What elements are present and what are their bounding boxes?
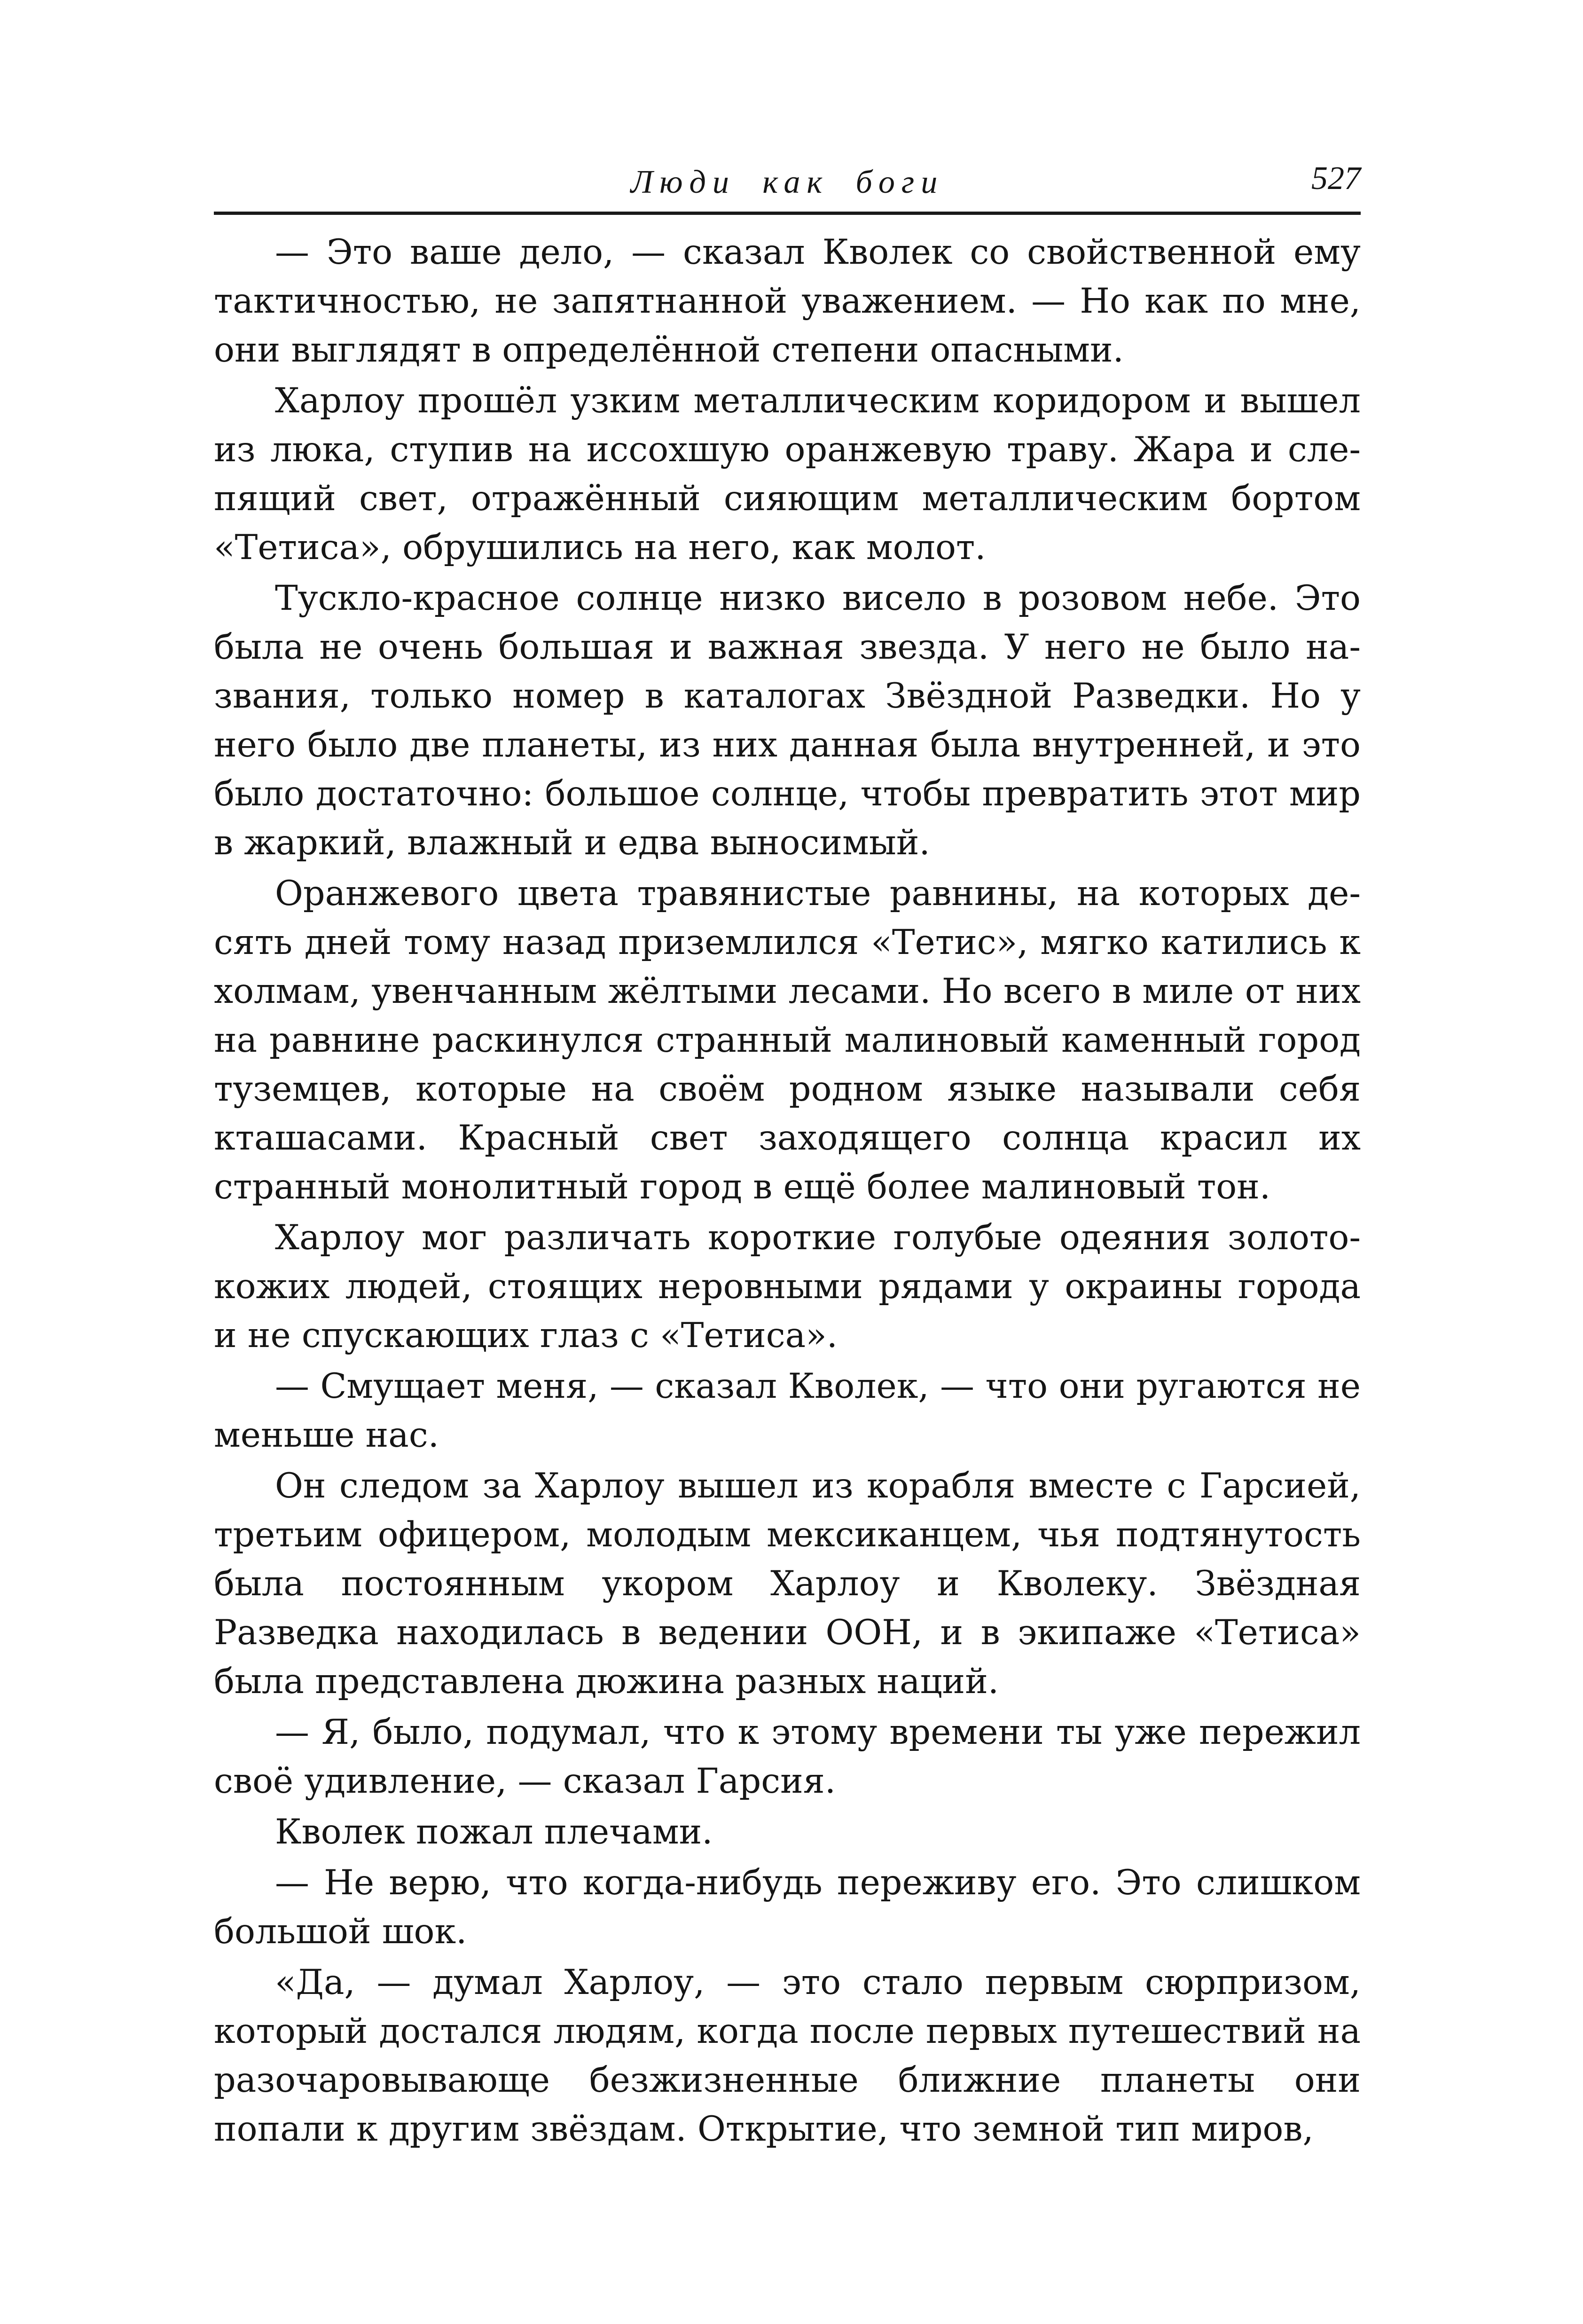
paragraph: Тускло-красное солнце низко висело в розовом небе. Это была не очень большая и важная звезда. У него не было названия, только номер в каталогах Звёздной Разведки. Но у него было две планеты, из них данная была внутренней, и это было достаточно: большое солнце, чтобы превратить этот мир в жаркий, влажный и едва выносимый.: [214, 578, 1361, 863]
paragraph: Харлоу прошёл узким металлическим коридором и вышел из люка, ступив на иссохшую оранжевую траву. Жара и слепящий свет, отражённый сияющим металлическим бортом «Тетиса», обрушились на него, как молот.: [214, 381, 1361, 567]
body-text: [214, 228, 1361, 2154]
paragraph: «Да, — думал Харлоу, — это стало первым сюрпризом, который достался людям, когда после первых путешествий на разочаровывающе безжизненные ближние планеты они попали к другим звёздам. Открытие, что земной тип миров,: [214, 1962, 1361, 2149]
paragraph: Он следом за Харлоу вышел из корабля вместе с Гарсией, третьим офицером, молодым мексиканцем, чья подтянутость была постоянным укором Харлоу и Кволеку. Звёздная Разведка находилась в ведении ООН, и в экипаже «Тетиса» была представлена дюжина разных наций.: [214, 1466, 1361, 1702]
running-header: [214, 155, 1361, 215]
running-title: Люди как боги: [630, 164, 944, 200]
book-page: [214, 155, 1361, 2156]
paragraph: — Смущает меня, — сказал Кволек, — что они ругаются не меньше нас.: [214, 1366, 1361, 1455]
paragraph: — Это ваше дело, — сказал Кволек со свойственной ему тактичностью, не запятнанной уважением. — Но как по мне, они выглядят в определённой степени опасными.: [214, 232, 1361, 370]
paragraph: Харлоу мог различать короткие голубые одеяния золотокожих людей, стоящих неровными рядами у окраины города и не спускающих глаз с «Тетиса».: [214, 1218, 1361, 1355]
paragraph: — Не верю, что когда-нибудь переживу его. Это слишком большой шок.: [214, 1863, 1361, 1952]
page-number: 527: [1311, 160, 1361, 197]
paragraph: — Я, было, подумал, что к этому времени ты уже пережил своё удивление, — сказал Гарсия.: [214, 1712, 1361, 1801]
paragraph: Оранжевого цвета травянистые равнины, на которых десять дней тому назад приземлился «Тетис», мягко катились к холмам, увенчанным жёлтыми лесами. Но всего в миле от них на равнине раскинулся странный малиновый каменный город туземцев, которые на своём родном языке называли себя кташасами. Красный свет заходящего солнца красил их странный монолитный город в ещё более малиновый тон.: [214, 874, 1361, 1207]
paragraph: Кволек пожал плечами.: [275, 1812, 713, 1852]
